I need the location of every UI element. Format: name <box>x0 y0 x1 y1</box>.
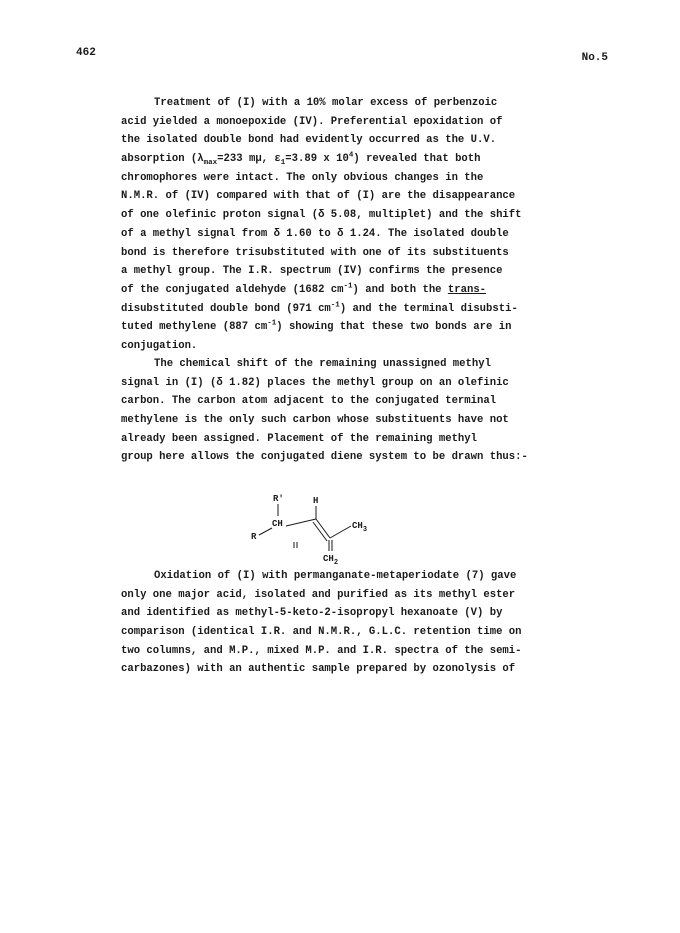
text-line: comparison (identical I.R. and N.M.R., G.L.C. retention time on <box>121 626 522 639</box>
text-line: carbazones) with an authentic sample prepared by ozonolysis of <box>121 663 516 676</box>
text-line: a methyl group. The I.R. spectrum (IV) confirms the presence <box>121 265 503 278</box>
diene-structure-diagram <box>250 491 390 571</box>
text-line: The chemical shift of the remaining unassigned methyl <box>154 358 491 370</box>
issue-number: No.5 <box>581 52 608 64</box>
bond-ch-c <box>286 519 316 526</box>
text-line: Oxidation of (I) with permanganate-metaperiodate (7) gave <box>154 570 517 582</box>
text-line: acid yielded a monoepoxide (IV). Preferential epoxidation of <box>121 115 503 128</box>
text-line: bond is therefore trisubstituted with one of its substituents <box>121 246 509 259</box>
text-line: carbon. The carbon atom adjacent to the conjugated terminal <box>121 395 497 408</box>
page-number: 462 <box>76 47 96 59</box>
paragraph-2 <box>121 355 551 467</box>
text-line: and identified as methyl-5-keto-2-isopropyl hexanoate (V) by <box>121 607 503 620</box>
paragraph-3 <box>121 567 551 679</box>
text-line: chromophores were intact. The only obvious changes in the <box>121 171 484 184</box>
r-label: R <box>251 532 257 542</box>
bond-r-ch <box>259 528 272 535</box>
text-line: methylene is the only such carbon whose substituents have not <box>121 414 509 427</box>
text-line: the isolated double bond had evidently occurred as the U.V. <box>121 134 497 147</box>
ch-label: CH <box>272 519 283 529</box>
ch3-label: $CH_3$ <box>352 521 368 534</box>
text-line: conjugation. <box>121 339 198 352</box>
bond-c-ch3 <box>330 526 351 538</box>
text-line-ir: tuted methylene (887 $cm^{-1}$) showing that these two bonds are in <box>121 319 512 334</box>
text-line: of one olefinic proton signal (δ 5.08, multiplet) and the shift <box>121 209 522 222</box>
text-line-ir: of the conjugated aldehyde (1682 $cm^{-1}$) and both the trans- <box>121 282 487 296</box>
text-line-ir: disubstituted double bond (971 $cm^{-1}$) and the terminal disubsti- <box>121 301 518 315</box>
paragraph-1 <box>121 94 551 356</box>
text-line: only one major acid, isolated and purified as its methyl ester <box>121 588 516 601</box>
text-line: two columns, and M.P., mixed M.P. and I.R. spectra of the semi- <box>121 644 522 657</box>
ch2-label: $CH_2$ <box>323 554 339 567</box>
text-line: Treatment of (I) with a 10% molar excess of perbenzoic <box>154 97 498 109</box>
r-prime-label: R' <box>273 494 284 504</box>
text-line: already been assigned. Placement of the remaining methyl <box>121 432 478 445</box>
h-label: H <box>313 496 319 506</box>
text-line: signal in (I) (δ 1.82) places the methyl group on an olefinic <box>121 376 509 389</box>
text-line: group here allows the conjugated diene system to be drawn thus:- <box>121 451 528 464</box>
text-line: of a methyl signal from δ 1.60 to δ 1.24. The isolated double <box>121 227 509 240</box>
text-line: N.M.R. of (IV) compared with that of (I) are the disappearance <box>121 190 516 203</box>
text-line-uv: absorption ($\lambda_{max}=233$ mμ, $\varepsilon_1=3.89$ x $10^4$) revealed that both <box>121 151 481 168</box>
